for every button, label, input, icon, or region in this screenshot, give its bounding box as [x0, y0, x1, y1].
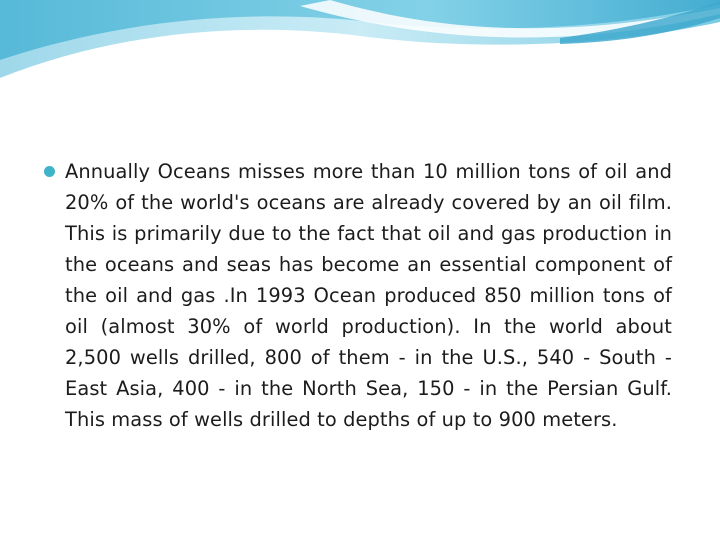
bullet-list	[44, 156, 672, 435]
header-wave-decoration	[0, 0, 720, 90]
bullet-dot-icon	[44, 166, 55, 177]
bullet-item	[44, 156, 672, 435]
bullet-text: Annually Oceans misses more than 10 million tons of oil and 20% of the world's oceans are already covered by an oil film. This is primarily due to the fact that oil and gas production in the oceans and seas has become an essential component of the oil and gas .In 1993 Ocean produced 850 million tons of oil (almost 30% of world production). In the world about 2,500 wells drilled, 800 of them - in the U.S., 540 - South - East Asia, 400 - in the North Sea, 150 - in the Persian Gulf. This mass of wells drilled to depths of up to 900 meters.	[65, 160, 672, 431]
